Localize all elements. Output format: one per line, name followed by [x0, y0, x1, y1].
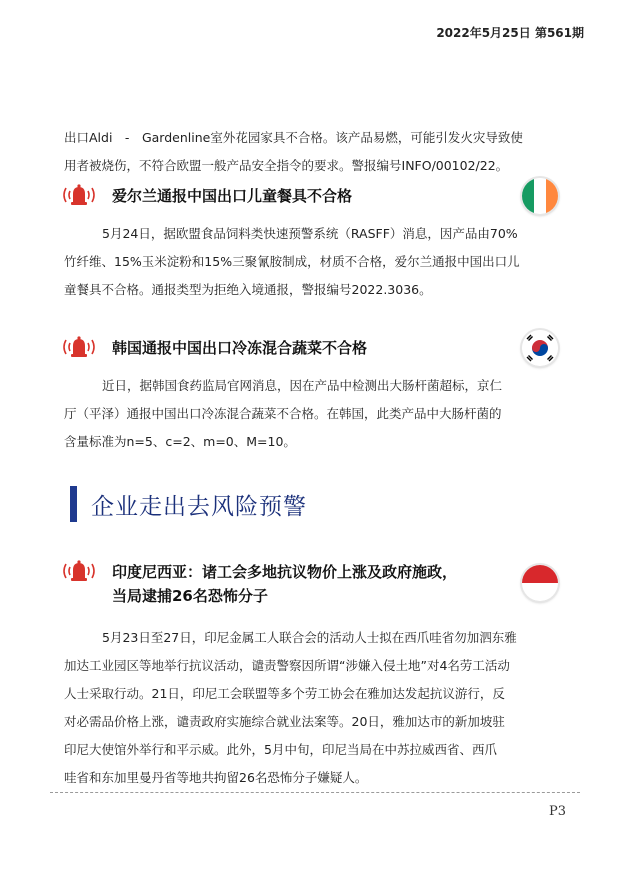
news-title: 韩国通报中国出口冷冻混合蔬菜不合格 — [112, 339, 368, 357]
news-paragraph-korea — [64, 372, 564, 456]
section-heading — [70, 486, 307, 522]
alarm-bell-icon — [60, 558, 98, 584]
risk-paragraph — [64, 624, 564, 792]
risk-line: 哇省和东加里曼丹省等地共拘留26名恐怖分子嫌疑人。 — [64, 770, 368, 785]
alarm-bell-icon — [60, 182, 98, 208]
intro-line: 出口Aldi - Gardenline室外花园家具不合格。该产品易燃，可能引发火灾导致使 — [64, 130, 523, 145]
news-title: 爱尔兰通报中国出口儿童餐具不合格 — [112, 187, 353, 205]
alarm-bell-icon — [60, 334, 98, 360]
news-line: 近日，据韩国食药监局官网消息，因在产品中检测出大肠杆菌超标，京仁 — [102, 378, 503, 393]
ireland-flag-icon — [522, 178, 558, 214]
risk-line: 印尼大使馆外举行和平示威。此外，5月中旬，印尼当局在中苏拉威西省、西爪 — [64, 742, 497, 757]
risk-line: 人士采取行动。21日，印尼工会联盟等多个劳工协会在雅加达发起抗议游行，反 — [64, 686, 505, 701]
section-bar — [70, 486, 77, 522]
risk-title-line: 印度尼西亚：诸工会多地抗议物价上涨及政府施政， — [112, 563, 458, 581]
intro-paragraph — [64, 124, 564, 180]
risk-line: 加达工业园区等地举行抗议活动，谴责警察因所谓“涉嫌入侵土地”对4名劳工活动 — [64, 658, 510, 673]
indonesia-flag-icon — [522, 565, 558, 601]
news-line: 5月24日，据欧盟食品饲料类快速预警系统（RASFF）消息，因产品由70% — [102, 226, 518, 241]
news-heading-korea — [60, 336, 560, 360]
issue-date: 2022年5月25日 第561期 — [436, 26, 584, 40]
news-line: 童餐具不合格。通报类型为拒绝入境通报，警报编号2022.3036。 — [64, 282, 432, 297]
risk-line: 对必需品价格上涨，谴责政府实施综合就业法案等。20日，雅加达市的新加坡驻 — [64, 714, 505, 729]
risk-title — [112, 560, 457, 608]
intro-line: 用者被烧伤，不符合欧盟一般产品安全指令的要求。警报编号INFO/00102/22。 — [64, 158, 509, 173]
risk-title-line: 当局逮捕26名恐怖分子 — [112, 587, 268, 605]
news-line: 厅（平泽）通报中国出口冷冻混合蔬菜不合格。在韩国，此类产品中大肠杆菌的 — [64, 406, 502, 421]
risk-line: 5月23日至27日，印尼金属工人联合会的活动人士拟在西爪哇省勿加泗东雅 — [102, 630, 517, 645]
section-title: 企业走出去风险预警 — [91, 493, 307, 520]
footer-divider — [50, 792, 580, 793]
news-line: 竹纤维、15%玉米淀粉和15%三聚氰胺制成，材质不合格，爱尔兰通报中国出口儿 — [64, 254, 520, 269]
news-heading-indonesia — [60, 560, 560, 608]
news-heading-ireland — [60, 184, 560, 208]
page-number: P3 — [548, 804, 566, 819]
news-line: 含量标准为n=5、c=2、m=0、M=10。 — [64, 434, 296, 449]
south-korea-flag-icon — [522, 330, 558, 366]
news-paragraph-ireland — [64, 220, 564, 304]
